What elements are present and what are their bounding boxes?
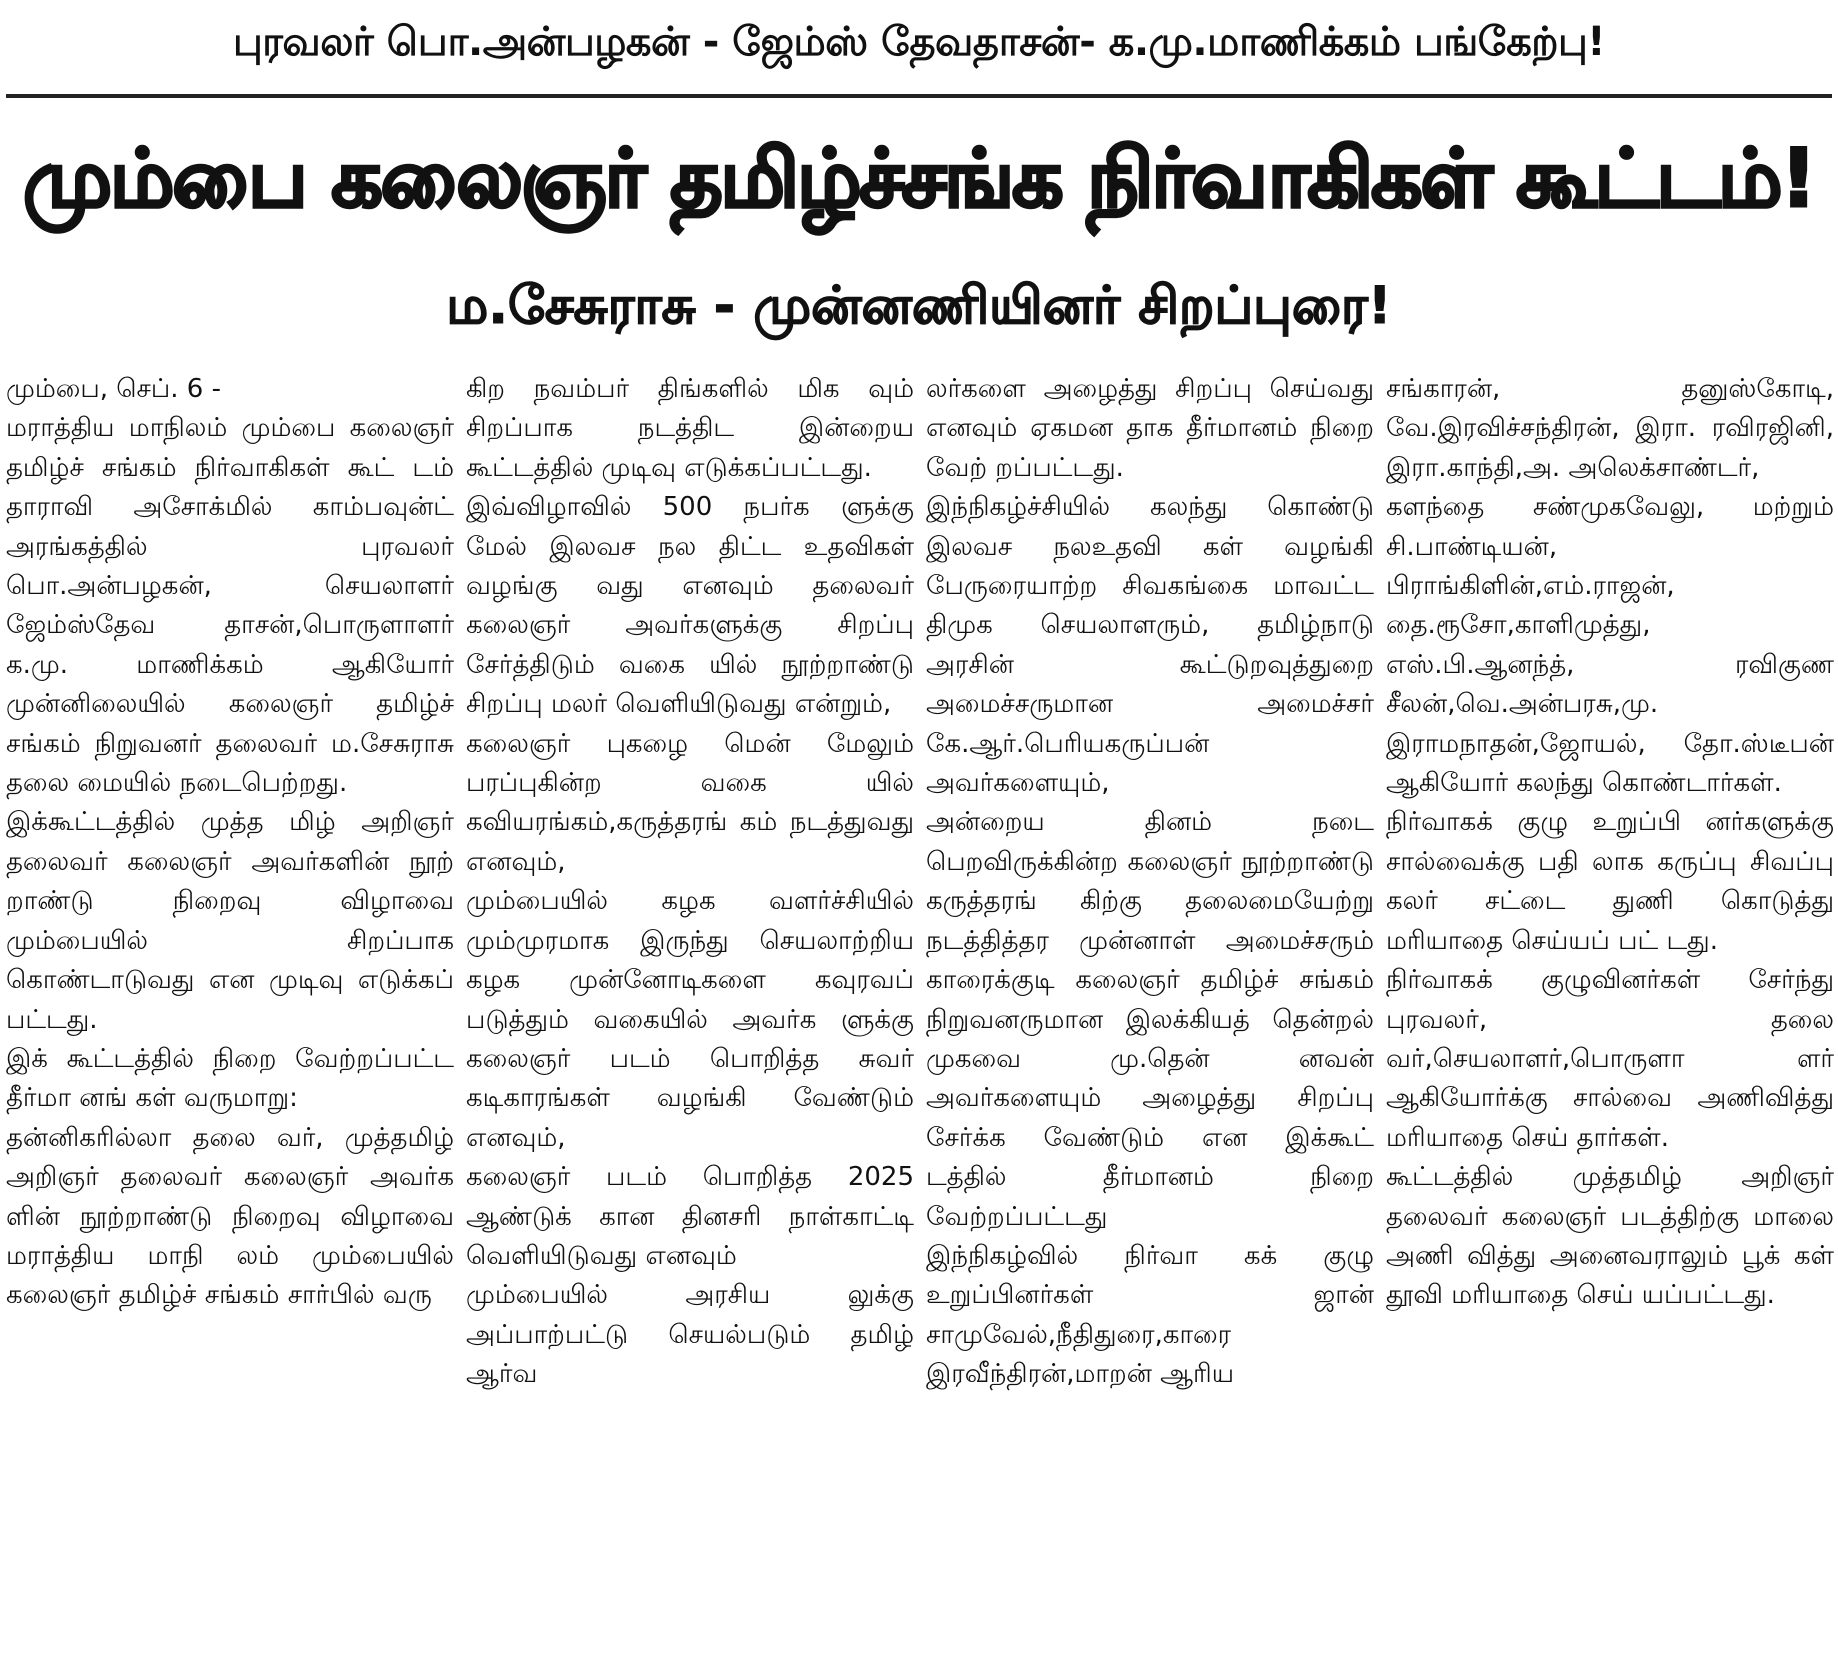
article-column-3: லர்களை அழைத்து சிறப்பு செய்வது எனவும் ஏகமன தாக தீர்மானம் நிறை வேற் றப்பட்டது. இந்நிகழ்ச்சியில் கலந்து கொண்டு இலவச நலஉதவி கள் வழங்கி பேருரையாற்ற சிவகங்கை மாவட்ட திமுக செயலாளரும், தமிழ்நாடு அரசின் கூட்டுறவுத்துறை அமைச்சருமான அமைச்சர் கே.ஆர்.பெரியகருப்பன் அவர்களையும், அன்றைய தினம் நடை பெறவிருக்கின்ற கலைஞர் நூற்றாண்டு கருத்தரங் கிற்கு தலைமையேற்று நடத்தித்தர முன்னாள் அமைச்சரும் காரைக்குடி கலைஞர் தமிழ்ச் சங்கம் நிறுவனருமான இலக்கியத் தென்றல் முகவை மு.தென் னவன் அவர்களையும் அழைத்து சிறப்பு சேர்க்க வேண்டும் என இக்கூட் டத்தில் தீர்மானம் நிறை வேற்றப்பட்டது இந்நிகழ்வில் நிர்வா கக் குழு உறுப்பினர்கள் ஜான் சாமுவேல்,நீதிதுரை,காரை இரவீந்திரன்,மாறன் ஆரிய (926, 374, 1374, 1390)
divider-rule (6, 94, 1832, 98)
article-column-2: கிற நவம்பர் திங்களில் மிக வும் சிறப்பாக நடத்திட இன்றைய கூட்டத்தில் முடிவு எடுக்கப்பட்டது. இவ்விழாவில் 500 நபர்க ளுக்கு மேல் இலவச நல திட்ட உதவிகள் வழங்கு வது எனவும் தலைவர் கலைஞர் அவர்களுக்கு சிறப்பு சேர்த்திடும் வகை யில் நூற்றாண்டு சிறப்பு மலர் வெளியிடுவது என்றும், கலைஞர் புகழை மென் மேலும் பரப்புகின்ற வகை யில் கவியரங்கம்,கருத்தரங் கம் நடத்துவது எனவும், மும்பையில் கழக வளர்ச்சியில் மும்முரமாக இருந்து செயலாற்றிய கழக முன்னோடிகளை கவுரவப் படுத்தும் வகையில் அவர்க ளுக்கு கலைஞர் படம் பொறித்த சுவர் கடிகாரங்கள் வழங்கி வேண்டும் எனவும், கலைஞர் படம் பொறித்த 2025 ஆண்டுக் கான தினசரி நாள்காட்டி வெளியிடுவது எனவும் மும்பையில் அரசிய லுக்கு அப்பாற்பட்டு செயல்படும் தமிழ் ஆர்வ (466, 374, 914, 1390)
subheadline: ம.சேசுராசு - முன்னணியினர் சிறப்புரை! (446, 275, 1392, 336)
kicker-line: புரவலர் பொ.அன்பழகன் - ஜேம்ஸ் தேவதாசன்- க.மு.மாணிக்கம் பங்கேற்பு! (232, 18, 1606, 65)
article-body (6, 370, 1832, 1660)
headline: மும்பை கலைஞர் தமிழ்ச்சங்க நிர்வாகிகள் கூட்டம்! (23, 132, 1815, 225)
article-column-1: மும்பை, செப். 6 - மராத்திய மாநிலம் மும்பை கலைஞர் தமிழ்ச் சங்கம் நிர்வாகிகள் கூட் டம் தாராவி அசோக்மில் காம்பவுன்ட் அரங்கத்தில் புரவலர் பொ.அன்பழகன், செயலாளர் ஜேம்ஸ்தேவ தாசன்,பொருளாளர் க.மு. மாணிக்கம் ஆகியோர் முன்னிலையில் கலைஞர் தமிழ்ச் சங்கம் நிறுவனர் தலைவர் ம.சேசுராசு தலை மையில் நடைபெற்றது. இக்கூட்டத்தில் முத்த மிழ் அறிஞர் தலைவர் கலைஞர் அவர்களின் நூற் றாண்டு நிறைவு விழாவை மும்பையில் சிறப்பாக கொண்டாடுவது என முடிவு எடுக்கப் பட்டது. இக் கூட்டத்தில் நிறை வேற்றப்பட்ட தீர்மா னங் கள் வருமாறு: தன்னிகரில்லா தலை வர், முத்தமிழ் அறிஞர் தலைவர் கலைஞர் அவர்க ளின் நூற்றாண்டு நிறைவு விழாவை மராத்திய மாநி லம் மும்பையில் கலைஞர் தமிழ்ச் சங்கம் சார்பில் வரு (6, 374, 454, 1311)
article-column-4: சங்காரன், தனுஸ்கோடி, வே.இரவிச்சந்திரன், இரா. ரவிரஜினி, இரா.காந்தி,அ. அலெக்சாண்டர், களந்தை சண்முகவேலு, மற்றும் சி.பாண்டியன், பிராங்கிளின்,எம்.ராஜன், தை.ரூசோ,காளிமுத்து, எஸ்.பி.ஆனந்த், ரவிகுண சீலன்,வெ.அன்பரசு,மு. இராமநாதன்,ஜோயல், தோ.ஸ்டீபன் ஆகியோர் கலந்து கொண்டார்கள். நிர்வாகக் குழு உறுப்பி னர்களுக்கு சால்வைக்கு பதி லாக கருப்பு சிவப்பு கலர் சட்டை துணி கொடுத்து மரியாதை செய்யப் பட் டது. நிர்வாகக் குழுவினர்கள் சேர்ந்து புரவலர், தலை வர்,செயலாளர்,பொருளா ளர் ஆகியோர்க்கு சால்வை அணிவித்து மரியாதை செய் தார்கள். கூட்டத்தில் முத்தமிழ் அறிஞர் தலைவர் கலைஞர் படத்திற்கு மாலை அணி வித்து அனைவராலும் பூக் கள் தூவி மரியாதை செய் யப்பட்டது. (1386, 374, 1834, 1311)
